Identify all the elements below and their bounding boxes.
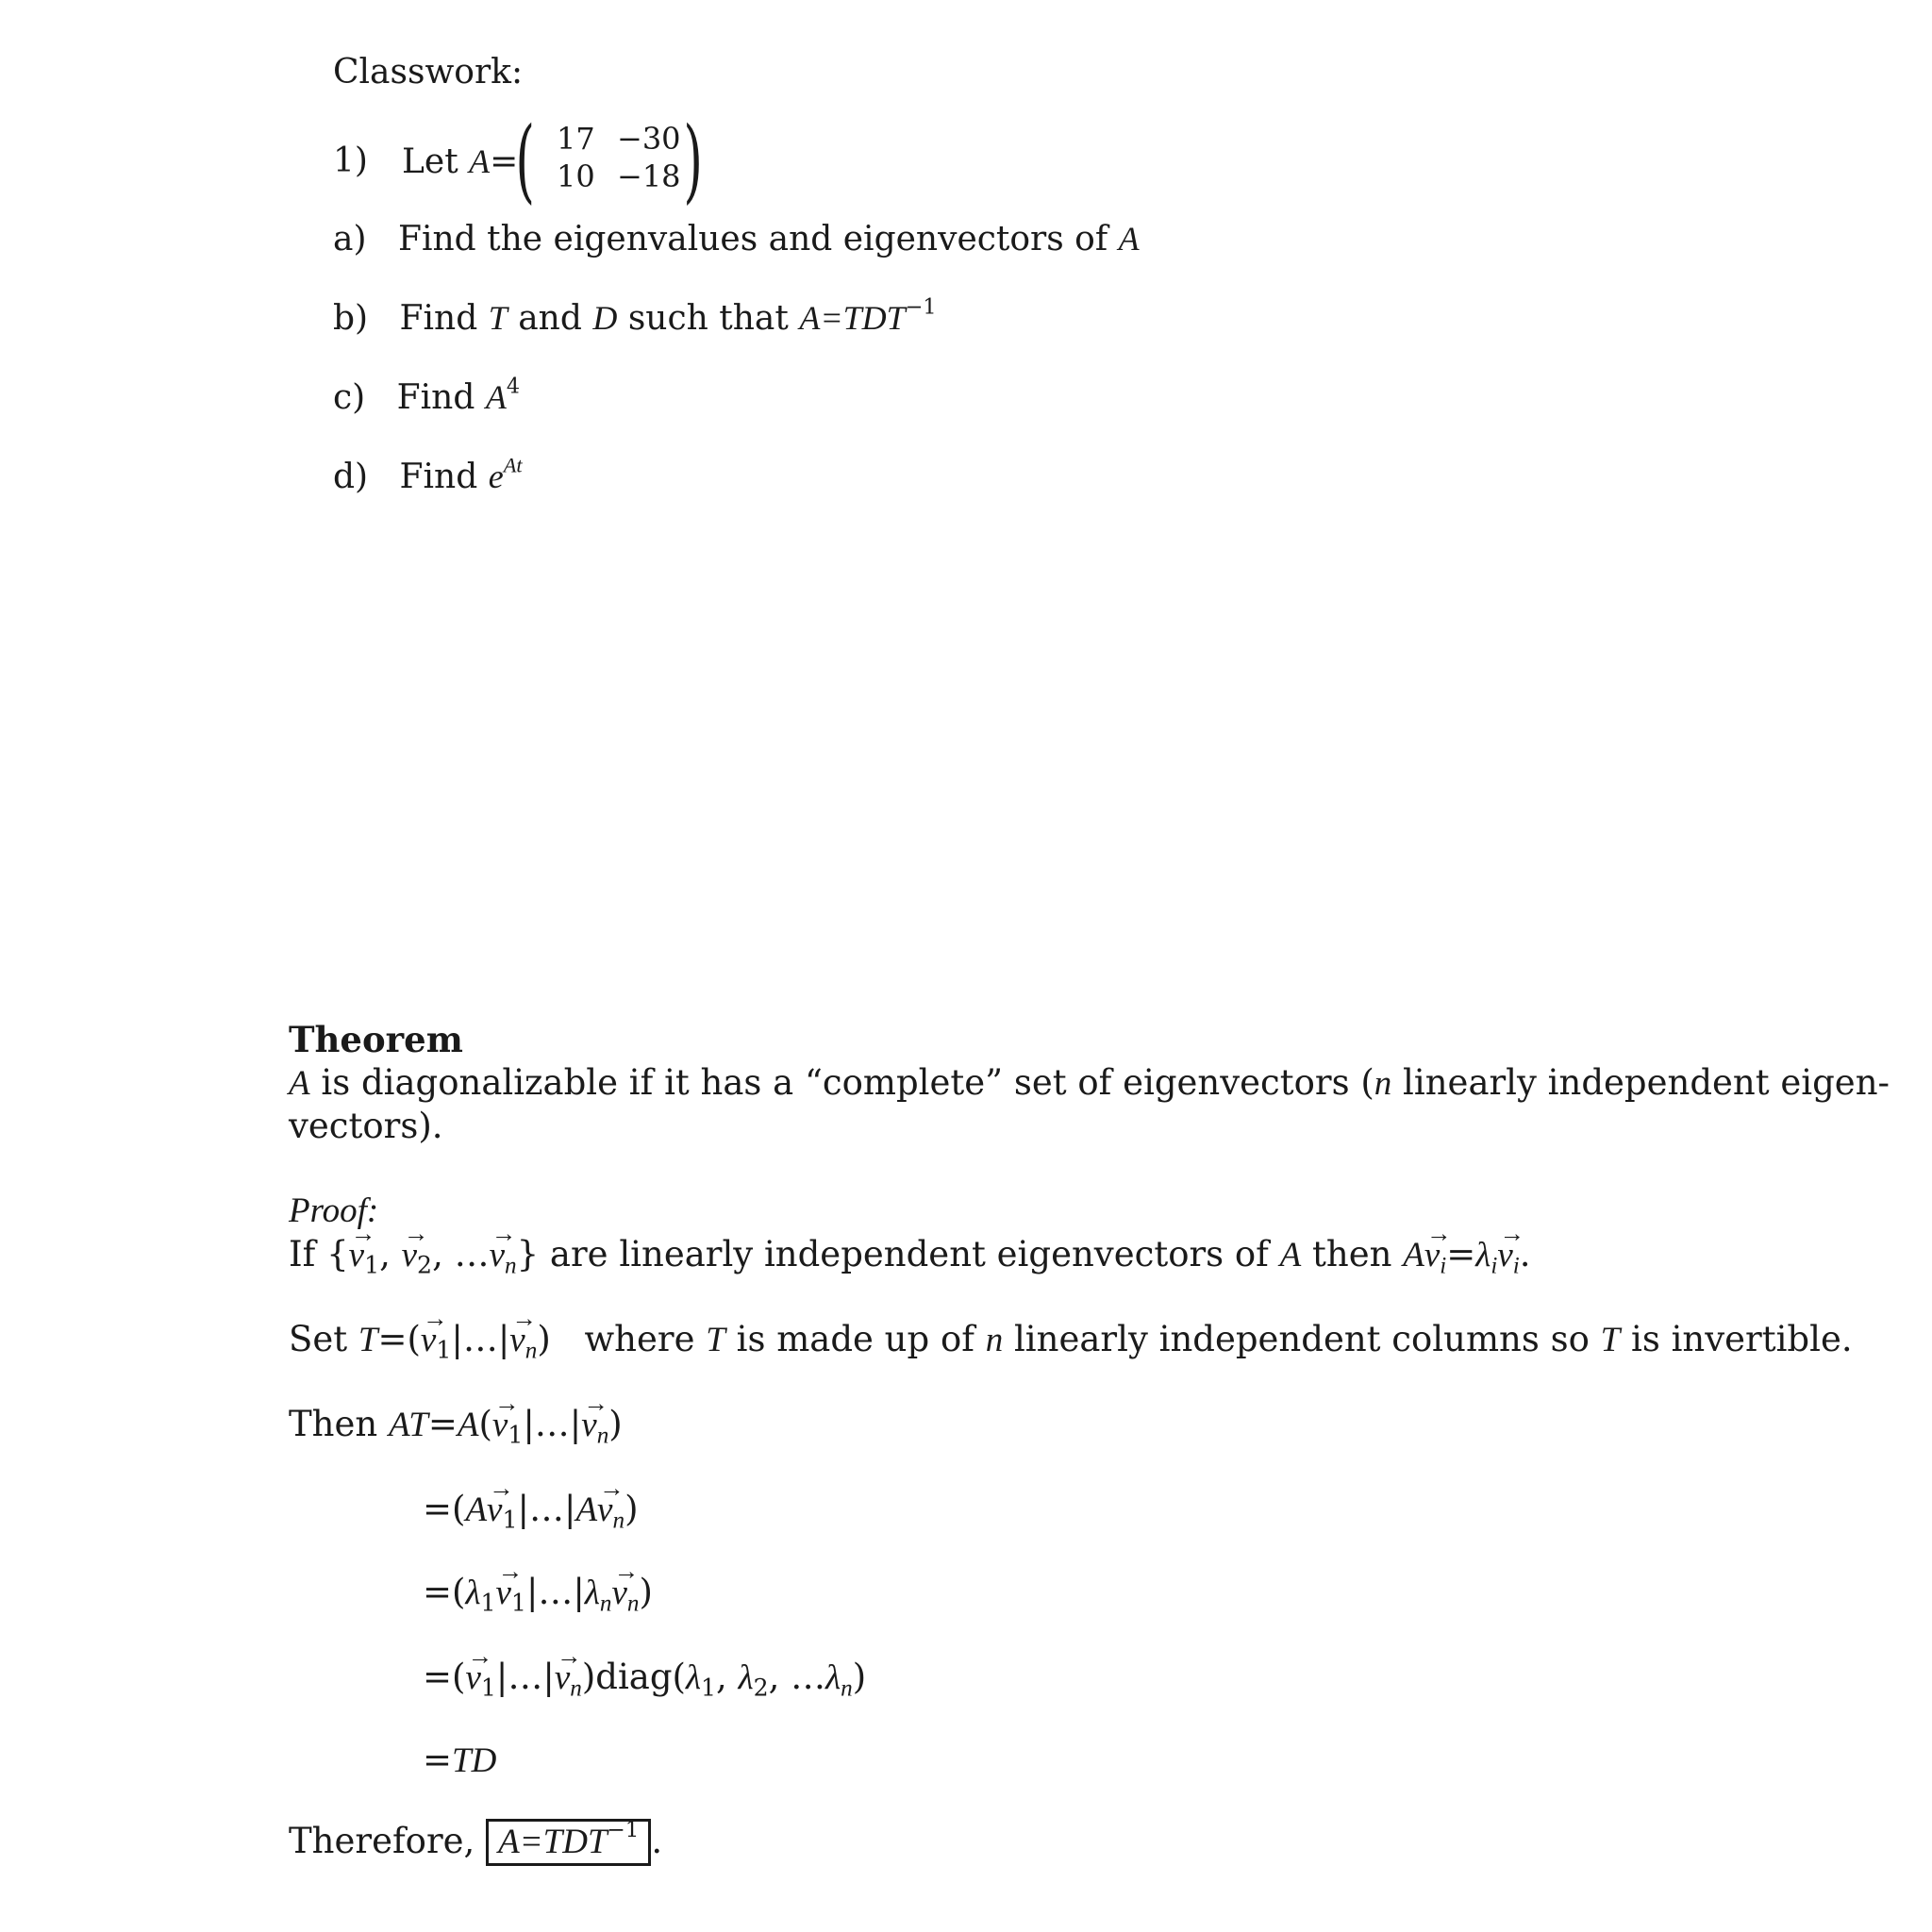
part-a-var: A xyxy=(1118,220,1140,258)
proof-cols: linearly independent columns so xyxy=(1013,1319,1590,1359)
vector-set: {→ $v_1$, → $v_2$, …→ $v_n$} xyxy=(326,1234,539,1274)
part-a xyxy=(333,219,1140,258)
proof-set-line xyxy=(289,1319,1853,1364)
proof-then-word-2: Then xyxy=(289,1404,378,1444)
matrix-cell: 17 xyxy=(557,121,595,157)
part-b-exp: −1 xyxy=(905,294,937,320)
equals-sign: = xyxy=(490,142,519,181)
eigen-equation: $A\to v_i=\lambda_i\to v_i$. xyxy=(1403,1234,1530,1274)
matrix-cell: 10 xyxy=(557,158,595,194)
part-c-exp: 4 xyxy=(506,374,521,399)
part-d-var: e xyxy=(488,458,504,495)
part-c xyxy=(333,374,521,417)
at-equation: $AT=A(\to v_1|\dots|\to v_n)$ xyxy=(389,1404,623,1444)
therefore-word: Therefore, xyxy=(289,1821,475,1861)
part-b xyxy=(333,294,937,338)
proof-set-word: Set xyxy=(289,1319,348,1359)
part-b-and: and xyxy=(518,299,582,338)
proof-var-a: A xyxy=(1279,1236,1302,1274)
part-d-exp: At xyxy=(503,453,523,477)
proof-inv: is invertible. xyxy=(1631,1319,1853,1359)
proof-step-1: $=(A\to v_1|\dots|A\to v_n)$ xyxy=(423,1489,639,1530)
theorem-var-n: n xyxy=(1374,1064,1392,1103)
proof-conclusion: Therefore, $A=TDT^{-1}$ . xyxy=(289,1819,662,1866)
problem-intro-text: Let xyxy=(402,142,458,181)
part-c-text: Find xyxy=(396,378,475,417)
proof-if-line xyxy=(289,1234,1531,1279)
boxed-exp: −1 xyxy=(607,1817,640,1842)
matrix-a xyxy=(515,108,706,213)
part-c-label: c) xyxy=(333,378,366,417)
proof-step-2: $=(\lambda_1\to$ $v_1|\dots|\lambda_n\to v_n$) xyxy=(423,1572,653,1613)
theorem-line-1 xyxy=(289,1062,1890,1104)
proof-var-t: T xyxy=(706,1321,725,1359)
part-b-label: b) xyxy=(333,299,369,338)
proof-step-4: =TD xyxy=(423,1740,497,1780)
diag-word: diag xyxy=(595,1657,673,1697)
theorem-text-post: linearly independent eigen- xyxy=(1403,1062,1890,1103)
boxed-result xyxy=(486,1819,651,1866)
part-a-label: a) xyxy=(333,220,367,258)
left-paren: ( xyxy=(515,108,536,213)
proof-then-line xyxy=(289,1404,623,1449)
proof-var-t-2: T xyxy=(1600,1321,1621,1359)
proof-if-word: If xyxy=(289,1234,316,1274)
problem-number: 1) xyxy=(333,142,368,180)
part-c-var: A xyxy=(485,378,507,416)
part-b-var-t: T xyxy=(488,299,508,337)
theorem-line-2: vectors). xyxy=(289,1106,443,1146)
proof-label: Proof: xyxy=(289,1191,379,1230)
problem-intro xyxy=(402,142,518,181)
t-definition: $T=(\to v_1|\dots|\to v_n)$ xyxy=(358,1319,551,1359)
part-b-var-d: D xyxy=(592,299,618,337)
theorem-text-pre: is diagonalizable if it has a “complete” set of eigenvectors ( xyxy=(321,1062,1374,1103)
matrix-cell: −30 xyxy=(617,121,681,157)
part-b-formula: A=TDT xyxy=(799,299,906,337)
theorem-var-a: A xyxy=(289,1064,310,1103)
theorem-title: Theorem xyxy=(289,1019,463,1060)
proof-made: is made up of xyxy=(736,1319,974,1359)
proof-where: where xyxy=(584,1319,695,1359)
proof-then-word: then xyxy=(1312,1234,1392,1274)
matrix-cell: −18 xyxy=(617,158,681,194)
matrix-name: A xyxy=(469,142,491,180)
right-paren: ) xyxy=(683,108,704,213)
part-d-text: Find xyxy=(399,458,478,496)
proof-if-mid: are linearly independent eigenvectors of xyxy=(549,1234,1269,1274)
part-a-text: Find the eigenvalues and eigenvectors of xyxy=(397,220,1108,258)
proof-var-n: n xyxy=(985,1321,1004,1359)
proof-step-3: =(→ $v_1|\dots|\to$ $v_n)diag(\lambda_1$, $\lambda_2$, $\dots\lambda_n$) xyxy=(423,1657,866,1698)
classwork-heading: Classwork: xyxy=(333,53,524,92)
part-d-label: d) xyxy=(333,458,369,496)
part-d xyxy=(333,453,523,496)
part-b-find: Find xyxy=(399,299,478,338)
part-b-such: such that xyxy=(627,299,789,338)
boxed-formula: A=TDT xyxy=(498,1823,608,1861)
